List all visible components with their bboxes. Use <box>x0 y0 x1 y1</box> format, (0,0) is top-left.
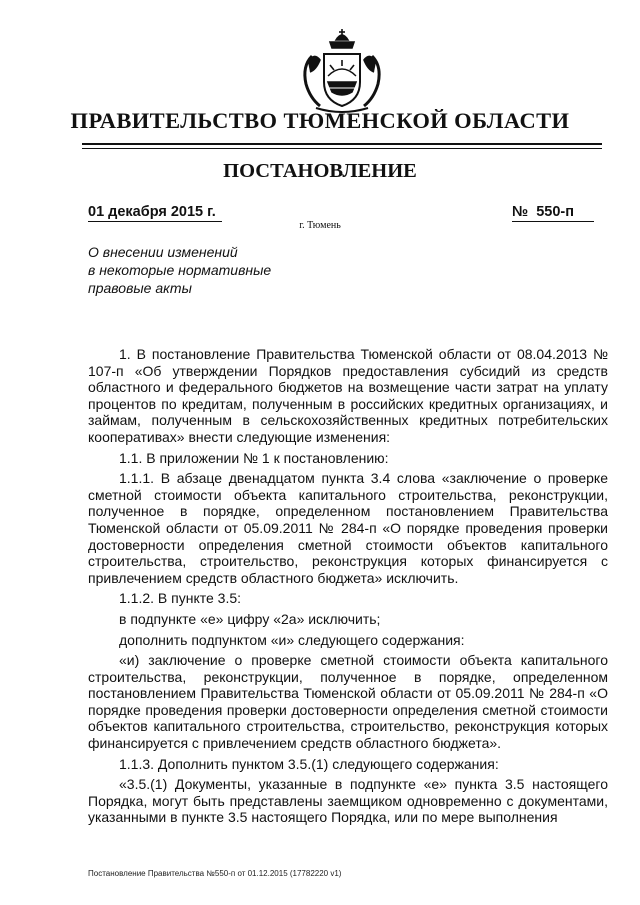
number-value: 550-п <box>536 204 575 220</box>
coat-of-arms-icon <box>296 26 388 114</box>
document-footer: Постановление Правительства №550-п от 01.12.2015 (17782220 v1) <box>88 869 342 878</box>
header-rule-thick <box>82 143 602 145</box>
body-paragraph: 1.1.1. В абзаце двенадцатом пункта 3.4 слова «заключение о проверке сметной стоимости объекта капитального строительства, реконструкции, полученное в порядке, определенном постановлением Правительства Тюменской области от 05.09.2011 № 284-п «О порядке проведения проверки достоверности определения сметной стоимости объектов капитального строительства, строительство, реконструкция которых финансируется с привлечением средств областного бюджета» исключить. <box>88 470 608 586</box>
body-paragraph: 1.1. В приложении № 1 к постановлению: <box>119 449 389 466</box>
document-subject <box>88 243 348 297</box>
city: г. Тюмень <box>299 220 341 231</box>
document-type: ПОСТАНОВЛЕНИЕ <box>223 160 417 182</box>
organization-name: ПРАВИТЕЛЬСТВО ТЮМЕНСКОЙ ОБЛАСТИ <box>70 108 570 133</box>
body-paragraph: «3.5.(1) Документы, указанные в подпункте «е» пункта 3.5 настоящего Порядка, могут быть представлены заемщиком одновременно с документами, указанными в пункте 3.5 настоящего Порядка, или по мере выполнения <box>88 776 608 826</box>
body-paragraph: в подпункте «е» цифру «2а» исключить; <box>119 610 381 627</box>
document-number <box>512 204 574 220</box>
header-rule-thin <box>82 148 602 149</box>
body-paragraph: 1.1.3. Дополнить пунктом 3.5.(1) следующего содержания: <box>119 755 499 772</box>
body-paragraph: «и) заключение о проверке сметной стоимости объекта капитального строительства, реконструкции, полученное в порядке, определенном постановлением Правительства Тюменской области от 05.09.2011 № 284-п «О порядке проведения проверки достоверности определения сметной стоимости объектов капитального строительства, строительство, реконструкция которых финансируется с привлечением средств областного бюджета». <box>88 652 608 752</box>
document-body <box>88 346 608 826</box>
subject-line: в некоторые нормативные <box>88 262 272 278</box>
subject-line: правовые акты <box>88 280 192 296</box>
body-paragraph: 1. В постановление Правительства Тюменской области от 08.04.2013 № 107-п «Об утверждении Порядков предоставления субсидий из средств областного и федерального бюджетов на возмещение части затрат на уплату процентов по кредитам, полученным в российских кредитных организациях, и займам, полученным в сельскохозяйственных кредитных потребительских кооперативах» внести следующие изменения: <box>88 346 608 445</box>
number-prefix: № <box>512 204 529 220</box>
document-date: 01 декабря 2015 г. <box>88 204 216 220</box>
body-paragraph: 1.1.2. В пункте 3.5: <box>119 590 242 607</box>
subject-line: О внесении изменений <box>88 244 238 260</box>
body-paragraph: дополнить подпунктом «и» следующего содержания: <box>119 631 465 648</box>
